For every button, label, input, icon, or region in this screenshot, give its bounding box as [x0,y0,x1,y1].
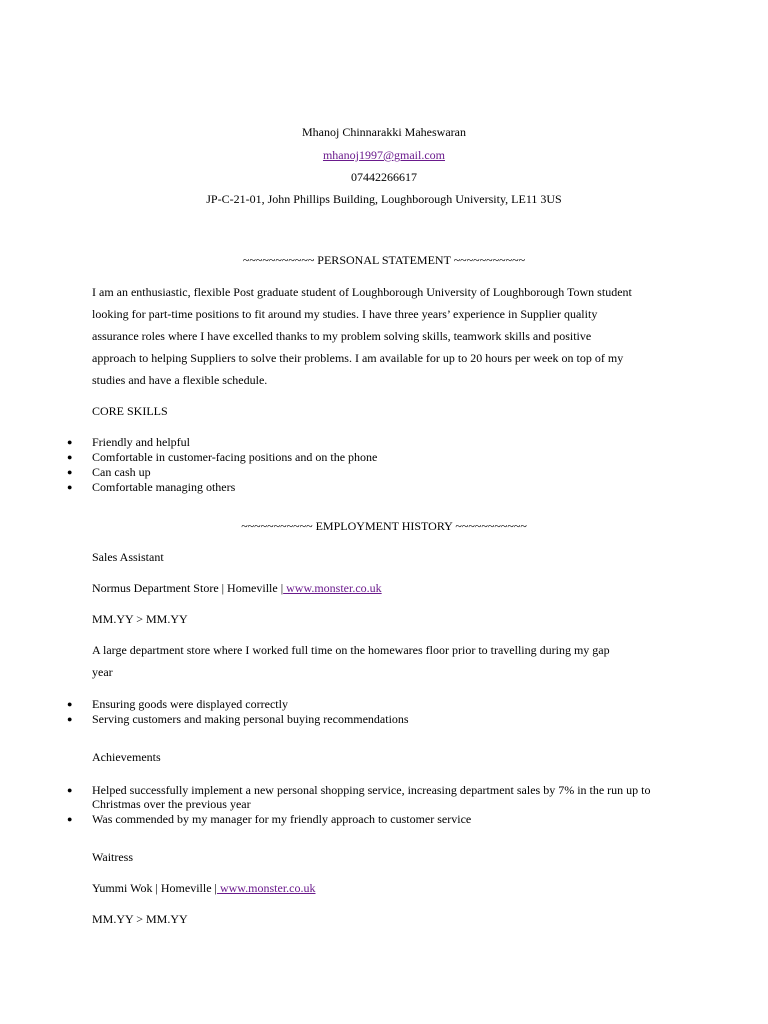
job-description-line: A large department store where I worked full time on the homewares floor prior to travelling during my gap [92,643,610,657]
employer-name: Yummi Wok | Homeville | [92,881,217,895]
list-item [0,480,768,495]
candidate-name: Mhanoj Chinnarakki Maheswaran [302,125,466,139]
email-link-row [0,148,768,163]
job-description-line: year [92,665,113,679]
job-dates: MM.YY > MM.YY [92,612,188,626]
skill-text: Friendly and helpful [92,435,190,449]
list-item [0,712,768,727]
achievements-heading: Achievements [92,750,161,764]
bullet-icon: ● [67,785,73,795]
email-link[interactable]: mhanoj1997@gmail.com [322,148,446,162]
employer-row [92,881,316,896]
personal-statement-heading: ~~~~~~~~~~~ PERSONAL STATEMENT ~~~~~~~~~~~ [242,253,526,267]
employment-history-heading: ~~~~~~~~~~~ EMPLOYMENT HISTORY ~~~~~~~~~~~ [241,519,527,533]
skill-text: Can cash up [92,465,151,479]
personal-statement-line: studies and have a flexible schedule. [92,373,268,387]
personal-statement-line: assurance roles where I have excelled thanks to my problem solving skills, teamwork skills and positive [92,329,592,343]
phone-number: 07442266617 [351,170,417,184]
duty-text: Serving customers and making personal buying recommendations [92,712,409,726]
bullet-icon: ● [67,714,73,724]
bullet-icon: ● [67,452,73,462]
personal-statement-line: approach to helping Suppliers to solve their problems. I am available for up to 20 hours per week on top of my [92,351,624,365]
duty-text: Ensuring goods were displayed correctly [92,697,288,711]
job-title: Sales Assistant [92,550,164,564]
job-title: Waitress [92,850,134,864]
bullet-icon: ● [67,437,73,447]
employer-name: Normus Department Store | Homeville | [92,581,284,595]
achievement-text: Was commended by my manager for my friendly approach to customer service [92,812,472,826]
bullet-icon: ● [67,467,73,477]
list-item [0,435,768,450]
employer-link[interactable]: www.monster.co.uk [283,581,382,595]
personal-statement-line: I am an enthusiastic, flexible Post graduate student of Loughborough University of Loughborough Town student [92,285,632,299]
bullet-icon: ● [67,699,73,709]
skill-text: Comfortable in customer-facing positions and on the phone [92,450,378,464]
address: JP-C-21-01, John Phillips Building, Loughborough University, LE11 3US [206,192,562,206]
list-item [0,465,768,480]
list-item [0,697,768,712]
core-skills-heading: CORE SKILLS [92,404,168,418]
personal-statement-line: looking for part-time positions to fit around my studies. I have three years’ experience in Supplier quality [92,307,598,321]
achievement-text: Helped successfully implement a new personal shopping service, increasing department sales by 7% in the run up to Christmas over the previous year [92,783,651,811]
bullet-icon: ● [67,482,73,492]
employer-row [92,581,382,596]
employer-link[interactable]: www.monster.co.uk [216,881,316,895]
list-item [0,783,768,813]
bullet-icon: ● [67,814,73,824]
job-dates: MM.YY > MM.YY [92,912,188,926]
skill-text: Comfortable managing others [92,480,236,494]
list-item [0,450,768,465]
list-item [0,812,768,827]
